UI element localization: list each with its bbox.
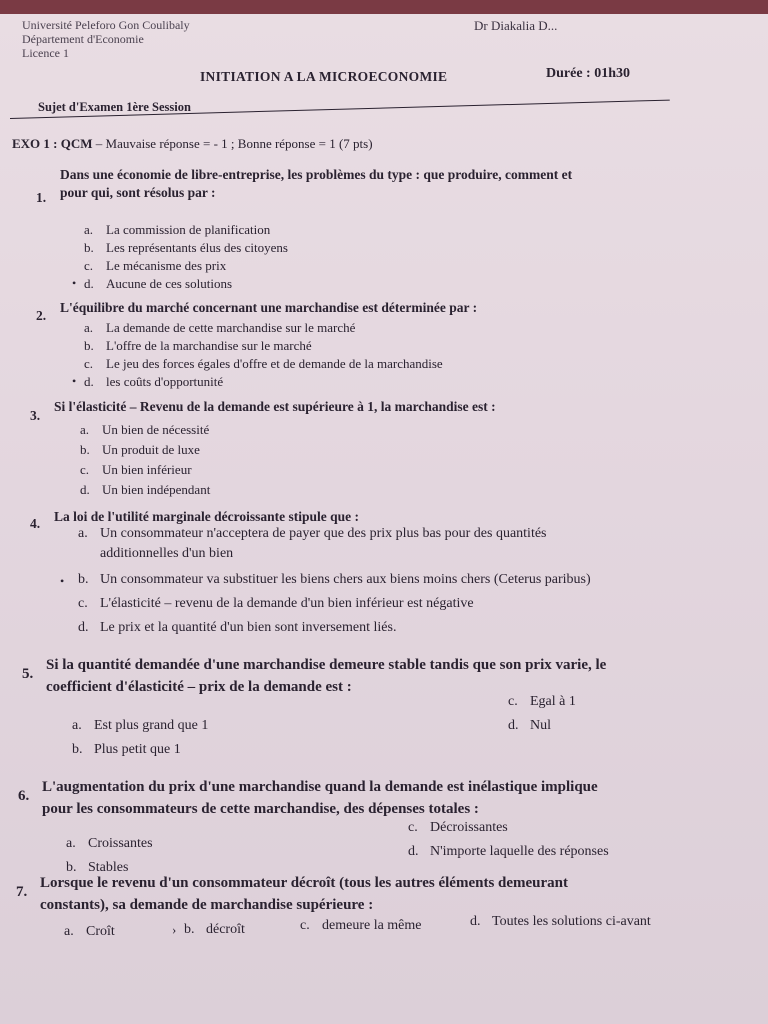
option-a: a. La commission de planification bbox=[84, 222, 271, 237]
option-a: a. La demande de cette marchandise sur le marché bbox=[84, 320, 356, 335]
option-d: d. les coûts d'opportunité bbox=[84, 374, 224, 389]
exam-session: Sujet d'Examen 1ère Session bbox=[38, 100, 191, 114]
question-number: 3. bbox=[30, 408, 41, 423]
question-text-line: coefficient d'élasticité – prix de la demande est : bbox=[46, 679, 352, 695]
exam-sheet bbox=[0, 14, 768, 1024]
question-text bbox=[42, 776, 598, 820]
university-name: Université Peleforo Gon Coulibaly bbox=[22, 18, 190, 32]
question-text bbox=[60, 299, 477, 317]
handwritten-mark: • bbox=[72, 276, 77, 290]
question-text bbox=[40, 872, 568, 916]
question-text-line: pour les consommateurs de cette marchandise, des dépenses totales : bbox=[42, 801, 479, 817]
option-c: c. Le mécanisme des prix bbox=[84, 258, 227, 273]
question-text-line: constants), sa demande de marchandise supérieure : bbox=[40, 897, 374, 913]
option-c: c. Egal à 1 bbox=[508, 694, 576, 709]
option-b: b. Plus petit que 1 bbox=[72, 742, 181, 757]
question-number: 2. bbox=[36, 308, 47, 323]
option-a-continued: additionnelles d'un bien bbox=[100, 546, 234, 561]
option-a: a. Croît bbox=[64, 924, 115, 939]
option-c: c. demeure la même bbox=[300, 918, 422, 933]
option-c: c. Décroissantes bbox=[408, 820, 508, 835]
option-d: d. Un bien indépendant bbox=[80, 482, 211, 497]
option-d: d. N'importe laquelle des réponses bbox=[408, 844, 609, 859]
exam-duration: Durée : 01h30 bbox=[546, 66, 630, 81]
question-number: 5. bbox=[22, 666, 34, 682]
option-d: d. Le prix et la quantité d'un bien sont inversement liés. bbox=[78, 620, 397, 635]
option-b: b. Un produit de luxe bbox=[80, 442, 200, 457]
question-text-line: pour qui, sont résolus par : bbox=[60, 185, 216, 200]
handwritten-mark: • bbox=[72, 374, 77, 388]
teacher-name: Dr Diakalia D... bbox=[474, 18, 558, 33]
question-number: 6. bbox=[18, 788, 30, 804]
option-c: c. L'élasticité – revenu de la demande d'un bien inférieur est négative bbox=[78, 596, 474, 611]
question-number: 7. bbox=[16, 884, 28, 900]
option-a: a. Croissantes bbox=[66, 836, 153, 851]
question-text-line: Si l'élasticité – Revenu de la demande est supérieure à 1, la marchandise est : bbox=[54, 399, 496, 414]
exercise-scoring: – Mauvaise réponse = - 1 ; Bonne réponse = 1 (7 pts) bbox=[95, 136, 373, 151]
question-text bbox=[54, 398, 496, 416]
option-b: b. Stables bbox=[66, 860, 129, 875]
handwritten-mark: • bbox=[60, 574, 65, 588]
exercise-heading bbox=[12, 136, 373, 152]
question-text-line: Si la quantité demandée d'une marchandise demeure stable tandis que son prix varie, le bbox=[46, 657, 607, 673]
question-text-line: La loi de l'utilité marginale décroissante stipule que : bbox=[54, 509, 359, 524]
question-text-line: Lorsque le revenu d'un consommateur décroît (tous les autres éléments demeurant bbox=[40, 875, 569, 891]
question-number: 1. bbox=[36, 190, 47, 205]
level-label: Licence 1 bbox=[22, 46, 69, 60]
question-text-line: Dans une économie de libre-entreprise, les problèmes du type : que produire, comment et bbox=[60, 167, 573, 182]
department-name: Département d'Economie bbox=[22, 32, 144, 46]
institution-header bbox=[22, 18, 190, 60]
option-a: a. Un bien de nécessité bbox=[80, 422, 210, 437]
option-b: b. Les représentants élus des citoyens bbox=[84, 240, 288, 255]
question-text-line: L'équilibre du marché concernant une marchandise est déterminée par : bbox=[60, 300, 478, 315]
handwritten-arrow: › bbox=[172, 922, 177, 937]
option-d: d. Nul bbox=[508, 718, 551, 733]
option-b: b. L'offre de la marchandise sur le marché bbox=[84, 338, 312, 353]
exam-title: INITIATION A LA MICROECONOMIE bbox=[200, 69, 448, 84]
question-number: 4. bbox=[30, 516, 41, 531]
question-text bbox=[60, 166, 572, 202]
option-b: b. décroît bbox=[184, 922, 245, 937]
option-a: a. Est plus grand que 1 bbox=[72, 718, 209, 733]
option-a: a. Un consommateur n'acceptera de payer que des prix plus bas pour des quantités bbox=[78, 526, 547, 541]
question-text-line: L'augmentation du prix d'une marchandise quand la demande est inélastique implique bbox=[42, 779, 598, 795]
question-text bbox=[54, 508, 359, 526]
option-d: d. Aucune de ces solutions bbox=[84, 276, 233, 291]
option-b: b. Un consommateur va substituer les biens chers aux biens moins chers (Ceterus paribus) bbox=[78, 572, 591, 587]
option-c: c. Le jeu des forces égales d'offre et de demande de la marchandise bbox=[84, 356, 443, 371]
option-c: c. Un bien inférieur bbox=[80, 462, 192, 477]
question-text bbox=[46, 654, 606, 698]
option-d: d. Toutes les solutions ci-avant bbox=[470, 914, 651, 929]
exercise-label: EXO 1 : QCM bbox=[12, 136, 93, 151]
